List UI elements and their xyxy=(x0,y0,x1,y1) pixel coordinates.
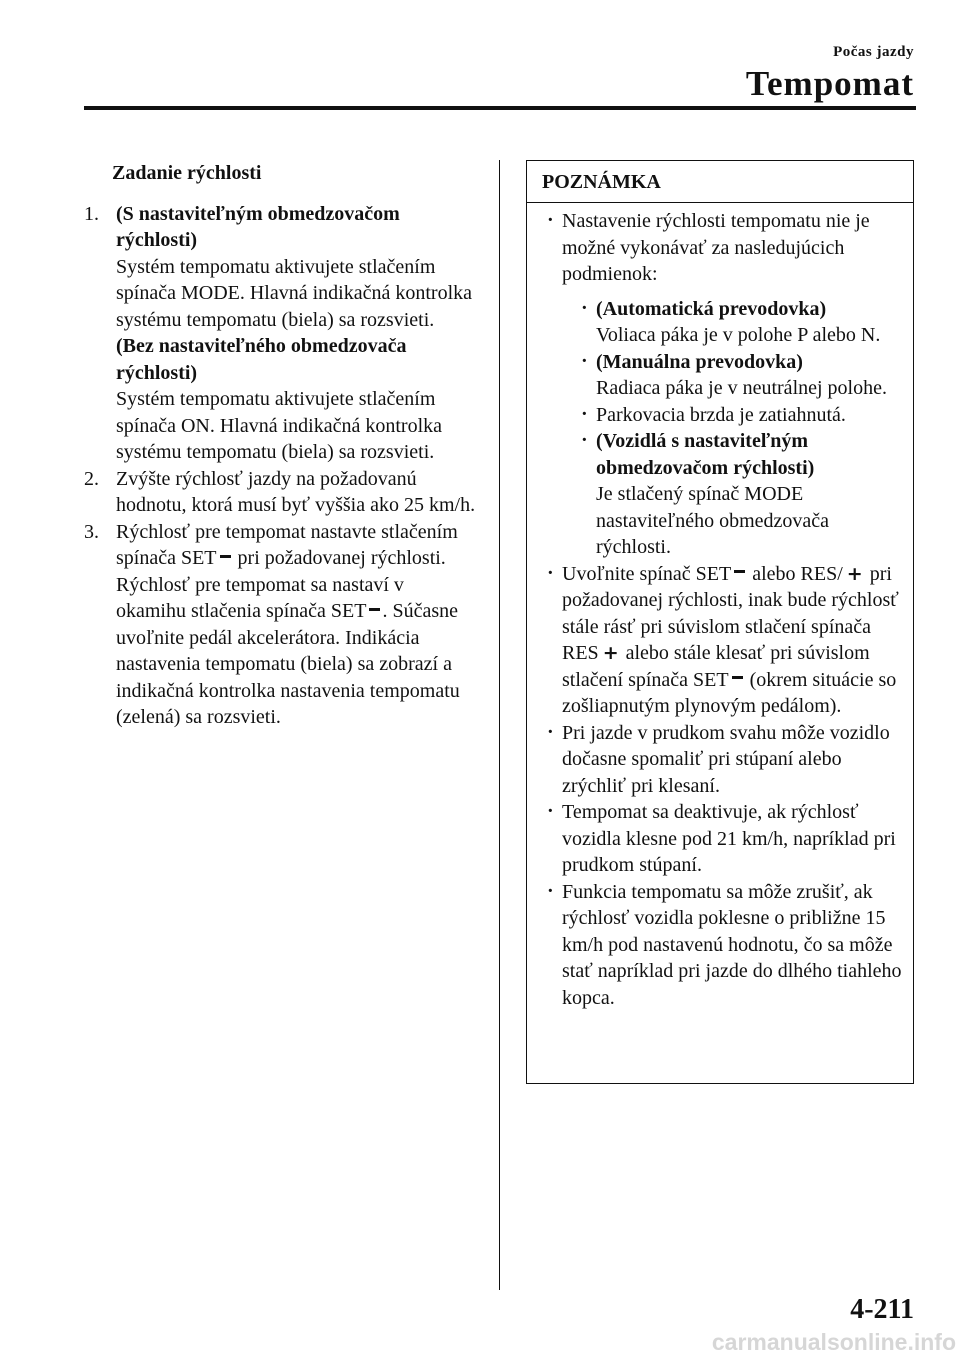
section-heading: Zadanie rýchlosti xyxy=(112,162,262,184)
bullet-icon: · xyxy=(581,349,588,372)
step-1-condition-b: (Bez nastaviteľného obmedzovača rýchlosti) xyxy=(116,335,407,384)
step-number: 1. xyxy=(84,202,99,225)
bullet-icon: · xyxy=(547,720,554,743)
step-2 xyxy=(84,466,476,519)
step-2-text: Zvýšte rýchlosť jazdy na požadovanú hodnotu, ktorá musí byť vyššia ako 25 km/h. xyxy=(116,467,476,516)
note-subitem-text: Je stlačený spínač MODE nastaviteľného obmedzovača rýchlosti. xyxy=(596,483,830,558)
note-item-text: Funkcia tempomatu sa môže zrušiť, ak rýchlosť vozidla poklesne o približne 15 km/h pod nastavenú hodnotu, čo sa môže stať napríklad pri jazde do dlhého tiahleho kopca. xyxy=(562,880,902,1009)
note-text-part: (okrem situácie so zošliapnutým plynovým pedálom). xyxy=(562,668,897,717)
page-number: 4-211 xyxy=(850,1294,914,1325)
left-column xyxy=(84,160,476,731)
step-1-text-a: Systém tempomatu aktivujete stlačením spínača MODE. Hlavná indikačná kontrolka systému tempomatu (biela) sa rozsvieti. xyxy=(116,255,473,331)
minus-icon xyxy=(220,555,231,558)
note-item xyxy=(545,720,903,800)
step-3-text-part: Rýchlosť pre tempomat nastavte stlačením spínača SET xyxy=(116,520,458,569)
step-1-condition-a: (S nastaviteľným obmedzovačom rýchlosti) xyxy=(116,202,400,251)
note-text-part: alebo stále klesať pri súvislom stlačení spínača SET xyxy=(562,642,870,691)
note-subitem xyxy=(562,296,903,349)
note-item-text: Nastavenie rýchlosti tempomatu nie je možné vykonávať za nasledujúcich podmienok: xyxy=(562,210,870,285)
bullet-icon: · xyxy=(547,209,554,231)
note-text-part: pri požadovanej rýchlosti, inak bude rýchlosť stále rásť pri súvislom stlačení spínača RES xyxy=(562,562,899,664)
plus-icon: + xyxy=(846,562,863,585)
note-item-text xyxy=(562,561,903,720)
note-item-text: Tempomat sa deaktivuje, ak rýchlosť vozidla klesne pod 21 km/h, napríklad pri prudkom stúpaní. xyxy=(562,801,896,876)
step-3-text-part: . Súčasne uvoľnite pedál akcelerátora. Indikácia nastavenia tempomatu (biela) sa zobrazí a indikačná kontrolka nastavenia tempomatu (zelená) sa rozsvieti. xyxy=(116,600,460,728)
minus-icon xyxy=(734,570,745,573)
bullet-icon: · xyxy=(581,402,588,425)
bullet-icon: · xyxy=(547,561,554,584)
step-3-text-part: pri požadovanej rýchlosti. Rýchlosť pre tempomat sa nastaví v okamihu stlačenia spínača SET xyxy=(116,547,446,622)
bullet-icon: · xyxy=(581,429,588,451)
note-sublist xyxy=(562,296,903,561)
step-3 xyxy=(84,519,476,731)
note-title: POZNÁMKA xyxy=(527,161,913,203)
bullet-icon: · xyxy=(581,296,588,319)
step-1-text-b: Systém tempomatu aktivujete stlačením spínača ON. Hlavná indikačná kontrolka systému tempomatu (biela) sa rozsvieti. xyxy=(116,388,443,463)
note-item xyxy=(545,799,903,879)
bullet-icon: · xyxy=(547,800,554,822)
plus-icon: + xyxy=(602,642,619,664)
note-subitem-text: Voliaca páka je v polohe P alebo N. xyxy=(596,324,881,346)
note-subitem-text: Radiaca páka je v neutrálnej polohe. xyxy=(596,377,887,399)
note-item xyxy=(545,208,903,561)
note-subitem-title: (Manuálna prevodovka) xyxy=(596,350,803,373)
column-divider xyxy=(499,160,500,1290)
note-item xyxy=(545,561,903,720)
note-subitem xyxy=(562,402,903,429)
note-item-text: Pri jazde v prudkom svahu môže vozidlo dočasne spomaliť pri stúpaní alebo zrýchliť pri klesaní. xyxy=(562,721,890,797)
step-number: 3. xyxy=(84,520,99,543)
header-section: Počas jazdy xyxy=(833,44,914,60)
header-rule xyxy=(84,106,916,110)
minus-icon xyxy=(732,676,743,679)
note-text-part: alebo RES/ xyxy=(747,562,843,585)
note-subitem-title: (Vozidlá s nastaviteľným obmedzovačom rýchlosti) xyxy=(596,430,815,479)
watermark: carmanualsonline.info xyxy=(711,1329,956,1355)
note-subitem-text: Parkovacia brzda je zatiahnutá. xyxy=(596,403,846,426)
minus-icon xyxy=(369,608,380,611)
step-3-text xyxy=(116,519,476,731)
bullet-icon: · xyxy=(547,879,554,902)
note-subitem xyxy=(562,428,903,561)
note-item xyxy=(545,879,903,1012)
step-1 xyxy=(84,201,476,466)
note-text-part: Uvoľnite spínač SET xyxy=(562,562,732,585)
note-body xyxy=(527,203,913,1011)
step-number: 2. xyxy=(84,467,99,490)
note-subitem-title: (Automatická prevodovka) xyxy=(596,297,827,320)
note-box xyxy=(526,160,914,1084)
note-subitem xyxy=(562,349,903,402)
header-title: Tempomat xyxy=(745,64,914,103)
